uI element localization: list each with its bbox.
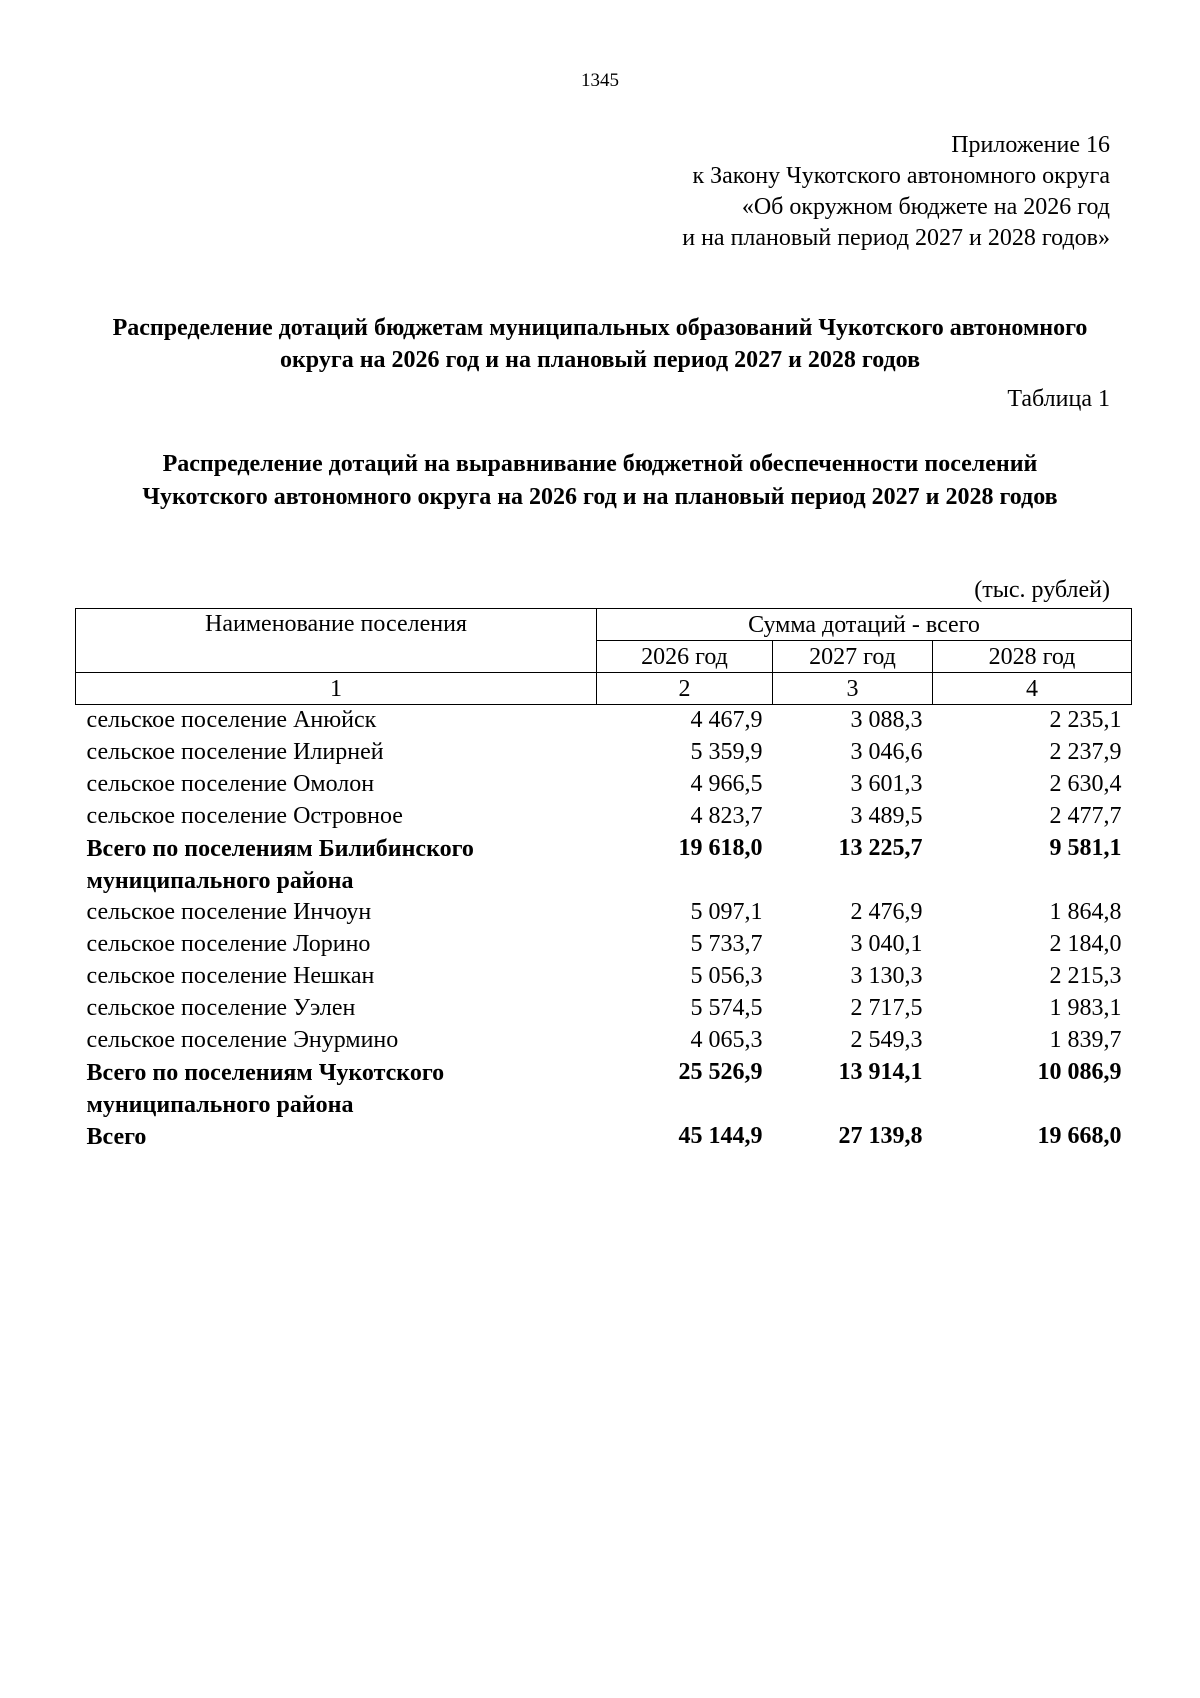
settlement-name: сельское поселение Уэлен [86,995,356,1021]
column-number: 4 [933,673,1132,705]
grand-total-row [76,1121,1132,1153]
appendix-line: и на плановый период 2027 и 2028 годов» [682,225,1110,251]
subtotal-row [76,1057,1132,1121]
value-2028: 19 668,0 [1037,1123,1122,1149]
page-number: 1345 [581,70,619,91]
grand-total-name: Всего [86,1124,147,1150]
appendix-header [682,130,1110,254]
subtotal-row [76,833,1132,897]
value-2027: 3 130,3 [850,963,923,989]
appendix-line: «Об окружном бюджете на 2026 год [741,194,1110,220]
value-2027: 27 139,8 [838,1123,923,1149]
value-2026: 5 359,9 [690,739,763,765]
column-number: 1 [76,673,597,705]
table-row [76,801,1132,833]
table-row [76,1025,1132,1057]
value-2028: 2 184,0 [1049,931,1122,957]
value-2028: 2 477,7 [1049,803,1122,829]
table-row [76,705,1132,738]
value-2027: 2 476,9 [850,899,923,925]
header-total-sum: Сумма дотаций - всего [597,609,1132,641]
settlement-name: сельское поселение Омолон [86,771,375,797]
table-row [76,961,1132,993]
value-2026: 4 065,3 [690,1027,763,1053]
header-settlement-name: Наименование поселения [76,609,597,673]
table-row [76,993,1132,1025]
subtotal-name: Всего по поселениям Билибинского муниципального района [86,836,474,894]
table-row [76,929,1132,961]
value-2026: 5 056,3 [690,963,763,989]
value-2028: 2 235,1 [1049,707,1122,733]
value-2026: 5 733,7 [690,931,763,957]
header-row [76,609,1132,641]
table-row [76,897,1132,929]
column-number: 3 [773,673,933,705]
value-2028: 1 839,7 [1049,1027,1122,1053]
settlement-name: сельское поселение Илирней [86,739,384,765]
appendix-line: Приложение 16 [951,132,1110,158]
subtotal-name: Всего по поселениям Чукотского муниципального района [86,1060,445,1118]
value-2028: 1 983,1 [1049,995,1122,1021]
value-2026: 5 574,5 [690,995,763,1021]
header-year-2028: 2028 год [933,641,1132,673]
value-2027: 2 549,3 [850,1027,923,1053]
table-row [76,769,1132,801]
units-label: (тыс. рублей) [974,577,1110,603]
column-number: 2 [597,673,773,705]
value-2026: 45 144,9 [678,1123,763,1149]
column-numbers-row [76,673,1132,705]
value-2028: 2 215,3 [1049,963,1122,989]
settlement-name: сельское поселение Анюйск [86,707,377,733]
value-2026: 25 526,9 [678,1059,763,1085]
settlement-name: сельское поселение Инчоун [86,899,372,925]
value-2028: 10 086,9 [1037,1059,1122,1085]
table-label: Таблица 1 [1007,386,1110,412]
value-2028: 2 630,4 [1049,771,1122,797]
value-2027: 3 601,3 [850,771,923,797]
value-2026: 4 823,7 [690,803,763,829]
value-2026: 5 097,1 [690,899,763,925]
value-2027: 13 914,1 [838,1059,923,1085]
value-2027: 3 489,5 [850,803,923,829]
value-2028: 2 237,9 [1049,739,1122,765]
value-2026: 4 966,5 [690,771,763,797]
value-2027: 3 088,3 [850,707,923,733]
header-year-2026: 2026 год [597,641,773,673]
value-2027: 13 225,7 [838,835,923,861]
value-2027: 3 046,6 [850,739,923,765]
settlement-name: сельское поселение Нешкан [86,963,375,989]
settlement-name: сельское поселение Лорино [86,931,371,957]
table-title: Распределение дотаций на выравнивание бюджетной обеспеченности поселений Чукотского автономного округа на 2026 год и на плановый период 2027 и 2028 годов [142,451,1058,510]
table-row [76,737,1132,769]
value-2027: 2 717,5 [850,995,923,1021]
settlement-name: сельское поселение Энурмино [86,1027,399,1053]
value-2028: 9 581,1 [1049,835,1122,861]
subsidy-table [75,608,1132,1153]
value-2027: 3 040,1 [850,931,923,957]
value-2026: 19 618,0 [678,835,763,861]
appendix-line: к Закону Чукотского автономного округа [692,163,1110,189]
header-year-2027: 2027 год [773,641,933,673]
settlement-name: сельское поселение Островное [86,803,403,829]
value-2026: 4 467,9 [690,707,763,733]
document-title: Распределение дотаций бюджетам муниципальных образований Чукотского автономного округа на 2026 год и на плановый период 2027 и 2028 годов [112,315,1088,373]
value-2028: 1 864,8 [1049,899,1122,925]
